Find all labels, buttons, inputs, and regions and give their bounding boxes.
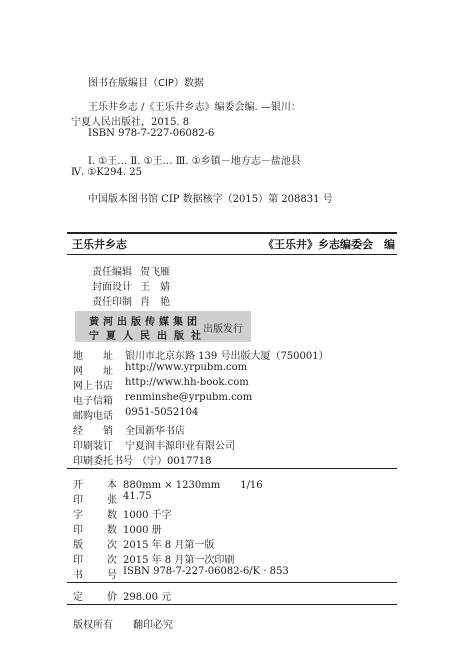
contact-value: 0951-5052104 <box>125 407 199 418</box>
spec-value: ISBN 978-7-227-06082-6/K · 853 <box>123 566 289 577</box>
spec-key: 开 <box>73 480 83 491</box>
copyright-left: 版权所有 <box>73 620 113 631</box>
publisher-logo <box>75 311 251 342</box>
spec-row <box>73 551 393 565</box>
contact-value: renminshe@yrpubm.com <box>125 392 253 403</box>
spec-key: 字 <box>73 510 83 521</box>
staff-name: 肖 艳 <box>140 297 170 308</box>
cip-line-5: Ⅳ. ①K294. 25 <box>71 167 142 178</box>
contact-row <box>73 452 393 466</box>
staff-name: 王 婧 <box>140 282 170 293</box>
spec-key: 书 <box>73 570 83 581</box>
contact-row <box>73 362 393 376</box>
copyright-right: 翻印必究 <box>133 620 173 631</box>
specs-top-rule <box>67 468 397 469</box>
spec-key: 版 <box>73 540 83 551</box>
price-key: 定 <box>73 592 83 603</box>
book-editor: 《王乐井》乡志编委会 编 <box>263 238 395 251</box>
spec-value: 1000 册 <box>123 525 162 536</box>
contact-value: 银川市北京东路 139 号出版大厦（750001） <box>125 351 329 362</box>
spec-key: 印 <box>73 555 83 566</box>
contact-row <box>73 377 393 391</box>
cip-line-4: Ⅰ. ①王… Ⅱ. ①王… Ⅲ. ①乡镇－地方志－盐池县 <box>88 156 301 167</box>
contact-value: http://www.yrpubm.com <box>125 362 248 373</box>
contact-row <box>73 347 393 361</box>
spec-key: 数 <box>107 510 117 521</box>
price-key: 价 <box>107 592 117 603</box>
contact-key: 经 销 <box>73 426 113 437</box>
staff-role: 封面设计 <box>92 282 132 293</box>
contact-row <box>73 422 393 436</box>
contact-key: 邮购电话 <box>73 411 113 422</box>
cip-line-3: ISBN 978-7-227-06082-6 <box>88 128 215 139</box>
price-top-rule <box>67 582 397 583</box>
contact-row <box>73 437 393 451</box>
contact-value: 全国新华书店 <box>125 426 185 437</box>
price-value: 298.00 元 <box>123 592 172 603</box>
contact-row <box>73 392 393 406</box>
book-title: 王乐井乡志 <box>72 238 127 251</box>
contact-key: 地 址 <box>73 351 113 362</box>
spec-row <box>73 491 393 505</box>
contact-key: 网上书店 <box>73 381 113 392</box>
contact-value: http://www.hh-book.com <box>125 377 249 388</box>
publisher-group-name: 黄河出版传媒集团 <box>89 317 201 328</box>
spec-key: 次 <box>107 555 117 566</box>
spec-row <box>73 506 393 520</box>
cip-heading: 图书在版编目（CIP）数据 <box>88 78 204 89</box>
staff-name: 贺飞雁 <box>140 267 170 278</box>
spec-row <box>73 536 393 550</box>
cip-line-1: 王乐井乡志 /《王乐井乡志》编委会编. —银川： <box>88 102 301 113</box>
spec-key: 印 <box>73 525 83 536</box>
title-bottom-rule <box>67 254 397 255</box>
spec-key: 次 <box>107 540 117 551</box>
spec-value: 2015 年 8 月第一版 <box>123 540 215 551</box>
cip-line-6: 中国版本图书馆 CIP 数据核字（2015）第 208831 号 <box>88 194 333 205</box>
spec-key: 本 <box>107 480 117 491</box>
spec-key: 号 <box>107 570 117 581</box>
spec-value: 1000 千字 <box>123 510 172 521</box>
contact-key: 印刷委托书号 <box>73 456 133 467</box>
cip-line-2: 宁夏人民出版社，2015. 8 <box>71 117 190 128</box>
contact-value: （宁）0017718 <box>137 456 212 467</box>
spec-value: 880mm × 1230mm 1/16 <box>123 480 263 491</box>
contact-value: 宁夏润丰源印业有限公司 <box>125 441 235 452</box>
spec-key: 印 <box>73 495 83 506</box>
title-top-rule <box>67 232 397 234</box>
staff-role: 责任编辑 <box>92 267 132 278</box>
spec-value: 41.75 <box>123 491 152 502</box>
spec-key: 张 <box>107 495 117 506</box>
spec-row <box>73 476 393 490</box>
contact-key: 网 址 <box>73 366 113 377</box>
staff-role: 责任印制 <box>92 297 132 308</box>
spec-value: 2015 年 8 月第一次印刷 <box>123 555 235 566</box>
spec-row <box>73 521 393 535</box>
contact-row <box>73 407 393 421</box>
contact-key: 电子信箱 <box>73 396 113 407</box>
contact-key: 印刷装订 <box>73 441 113 452</box>
spec-row <box>73 566 393 580</box>
price-bottom-rule <box>67 604 397 605</box>
spec-key: 数 <box>107 525 117 536</box>
publisher-label: 出版发行 <box>203 324 243 335</box>
publisher-press-name: 宁夏人民出版社 <box>89 331 208 342</box>
price-row <box>73 588 393 602</box>
